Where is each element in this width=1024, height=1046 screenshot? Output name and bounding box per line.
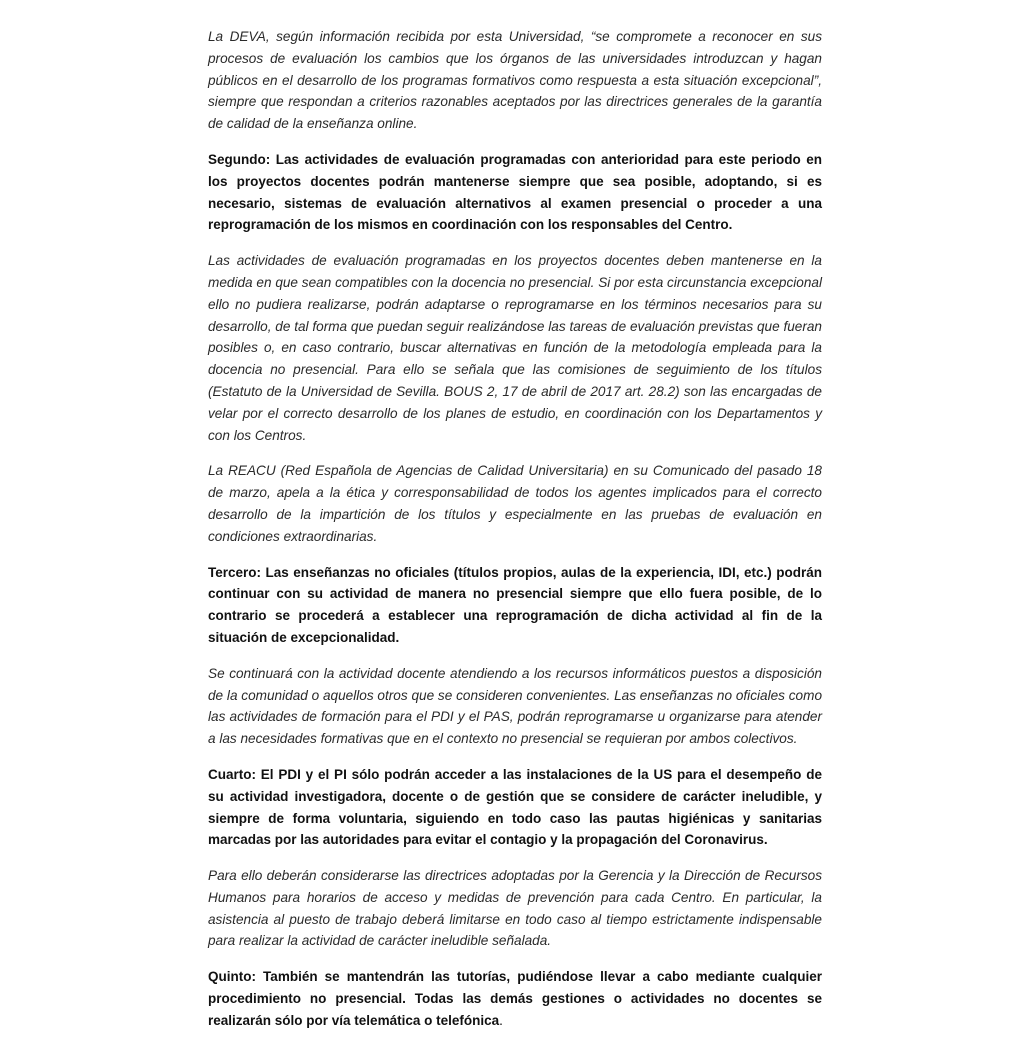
paragraph-evaluacion: Las actividades de evaluación programadas en los proyectos docentes deben mantenerse en la medida en que sean compatibles con la docencia no presencial. Si por esta circunstancia excepcional ello no pudiera realizarse, podrán adaptarse o reprogramarse en los términos necesarios para su desarrollo, de tal forma que puedan seguir realizándose las tareas de evaluación previstas que fueran posibles o, en caso contrario, buscar alternativas en función de la metodología empleada para la docencia no presencial. Para ello se señala que las comisiones de seguimiento de los títulos (Estatuto de la Universidad de Sevilla. BOUS 2, 17 de abril de 2017 art. 28.2) son las encargadas de velar por el correcto desarrollo de los planes de estudio, en coordinación con los Departamentos y con los Centros.: [208, 253, 822, 443]
paragraph-segundo: Segundo: Las actividades de evaluación programadas con anterioridad para este periodo en los proyectos docentes podrán mantenerse siempre que sea posible, adoptando, si es necesario, sistemas de evaluación alternativos al examen presencial o proceder a una reprogramación de los mismos en coordinación con los responsables del Centro.: [208, 151, 822, 233]
paragraph-quinto: [208, 966, 822, 1031]
paragraph-deva: La DEVA, según información recibida por esta Universidad, “se compromete a reconocer en sus procesos de evaluación los cambios que los órganos de las universidades introduzcan y hagan públicos en el desarrollo de los programas formativos como respuesta a esta situación excepcional”, siempre que respondan a criterios razonables aceptados por las directrices generales de la garantía de calidad de la enseñanza online.: [208, 29, 822, 132]
paragraph-tercero: Tercero: Las enseñanzas no oficiales (títulos propios, aulas de la experiencia, IDI, etc.) podrán continuar con su actividad de manera no presencial siempre que ello fuera posible, de lo contrario se procederá a establecer una reprogramación de dicha actividad al fin de la situación de excepcionalidad.: [208, 564, 822, 645]
paragraph-directrices: Para ello deberán considerarse las directrices adoptadas por la Gerencia y la Dirección de Recursos Humanos para horarios de acceso y medidas de prevención para cada Centro. En particular, la asistencia al puesto de trabajo deberá limitarse en todo caso al tiempo estrictamente indispensable para realizar la actividad de carácter ineludible señalada.: [208, 868, 822, 949]
paragraph-reacu: La REACU (Red Española de Agencias de Calidad Universitaria) en su Comunicado del pasado 18 de marzo, apela a la ética y corresponsabilidad de todos los agentes implicados para el correcto desarrollo de la impartición de los títulos y especialmente en las pruebas de evaluación en condiciones extraordinarias.: [208, 463, 822, 544]
paragraph-cuarto: Cuarto: El PDI y el PI sólo podrán acceder a las instalaciones de la US para el desempeño de su actividad investigadora, docente o de gestión que se considere de carácter ineludible, y siempre de forma voluntaria, siguiendo en todo caso las pautas higiénicas y sanitarias marcadas por las autoridades para evitar el contagio y la propagación del Coronavirus.: [208, 766, 822, 848]
paragraph-quinto-text: Quinto: También se mantendrán las tutorías, pudiéndose llevar a cabo mediante cualquier procedimiento no presencial. Todas las demás gestiones o actividades no docentes se realizarán sólo por vía telemática o telefónica: [208, 969, 822, 1028]
paragraph-quinto-period: .: [499, 1012, 503, 1028]
paragraph-actividad-docente: Se continuará con la actividad docente atendiendo a los recursos informáticos puestos a disposición de la comunidad o aquellos otros que se consideren convenientes. Las enseñanzas no oficiales como las actividades de formación para el PDI y el PAS, podrán reprogramarse u organizarse para atender a las necesidades formativas que en el contexto no presencial se requieran por ambos colectivos.: [208, 665, 822, 747]
document-page: [208, 26, 822, 1046]
